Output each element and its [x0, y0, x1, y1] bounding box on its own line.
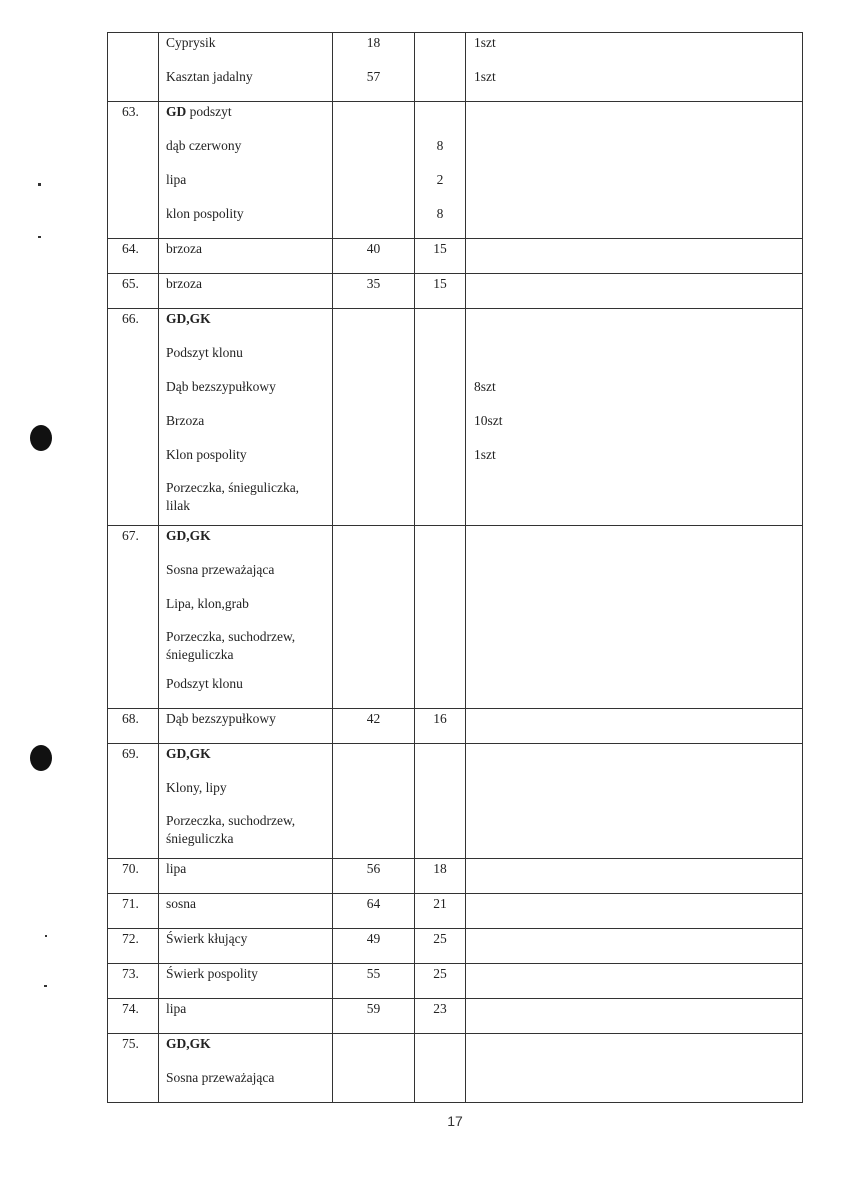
- species-cell: [159, 859, 333, 894]
- measure-value: 2: [436, 172, 444, 187]
- measure-value: [333, 136, 414, 170]
- measure-value: [415, 67, 465, 101]
- note-value: [474, 136, 802, 170]
- note-value: [474, 204, 802, 238]
- circumference-cell: [333, 894, 415, 929]
- notes-cell: [466, 999, 803, 1034]
- note-value: [474, 999, 802, 1033]
- height-cell: [415, 964, 466, 999]
- measure-value: 25: [433, 966, 447, 981]
- measure-value: [415, 102, 465, 136]
- note-value: [474, 778, 802, 812]
- circumference-cell: [333, 102, 415, 239]
- table-row: [108, 309, 803, 526]
- table-row: [108, 1034, 803, 1103]
- measure-value: [333, 812, 414, 822]
- species-cell: [159, 709, 333, 744]
- notes-cell: [466, 309, 803, 526]
- row-number-cell: [108, 526, 159, 709]
- measure-value: 55: [366, 966, 381, 981]
- note-value: [474, 526, 802, 560]
- species-cell: [159, 1034, 333, 1103]
- circumference-cell: [333, 274, 415, 309]
- measure-value: [333, 526, 414, 560]
- note-value: [474, 102, 802, 136]
- species-cell: [159, 309, 333, 526]
- measure-value: [333, 628, 414, 638]
- species-name: Podszyt klonu: [166, 676, 243, 691]
- measure-value: 15: [433, 276, 447, 291]
- measure-value: [415, 560, 465, 594]
- note-value: 10szt: [474, 413, 503, 428]
- row-number-cell: [108, 964, 159, 999]
- species-name: brzoza: [166, 276, 202, 291]
- note-value: [474, 560, 802, 594]
- measure-value: 8: [436, 206, 444, 221]
- circumference-cell: [333, 859, 415, 894]
- circumference-cell: [333, 239, 415, 274]
- circumference-cell: [333, 33, 415, 102]
- table-row: [108, 999, 803, 1034]
- species-name: brzoza: [166, 241, 202, 256]
- row-number-cell: [108, 894, 159, 929]
- species-name: Cyprysik: [166, 35, 216, 50]
- row-number-cell: [108, 239, 159, 274]
- circumference-cell: [333, 929, 415, 964]
- row-number-cell: [108, 33, 159, 102]
- table-row: [108, 526, 803, 709]
- height-cell: [415, 859, 466, 894]
- notes-cell: [466, 33, 803, 102]
- scan-speck: [45, 935, 47, 937]
- measure-value: [333, 204, 414, 238]
- measure-value: [415, 526, 465, 560]
- measure-value: 25: [433, 931, 447, 946]
- table-row: [108, 33, 803, 102]
- row-number: 73.: [122, 966, 139, 981]
- species-cell: [159, 526, 333, 709]
- notes-cell: [466, 1034, 803, 1103]
- height-cell: [415, 1034, 466, 1103]
- measure-value: [333, 638, 414, 672]
- row-number: 74.: [122, 1001, 139, 1016]
- species-name: Porzeczka, suchodrzew, śnieguliczka: [166, 813, 296, 846]
- species-cell: [159, 744, 333, 859]
- circumference-cell: [333, 526, 415, 709]
- punch-hole: [30, 425, 52, 451]
- species-name: Brzoza: [166, 413, 205, 428]
- note-value: [474, 628, 802, 638]
- table-body: [108, 33, 803, 1103]
- row-number-cell: [108, 999, 159, 1034]
- row-number-cell: [108, 744, 159, 859]
- measure-value: [333, 1034, 414, 1068]
- table-row: [108, 709, 803, 744]
- species-cell: [159, 33, 333, 102]
- punch-hole: [30, 745, 52, 771]
- table-row: [108, 102, 803, 239]
- note-value: [474, 479, 802, 489]
- measure-value: [415, 638, 465, 672]
- measure-value: [333, 479, 414, 489]
- scan-speck: [38, 236, 41, 238]
- measure-value: 8: [436, 138, 444, 153]
- species-name: Dąb bezszypułkowy: [166, 711, 276, 726]
- table-row: [108, 239, 803, 274]
- notes-cell: [466, 239, 803, 274]
- note-value: [474, 343, 802, 377]
- height-cell: [415, 239, 466, 274]
- notes-cell: [466, 964, 803, 999]
- measure-value: [415, 778, 465, 812]
- species-name: lipa: [166, 1001, 187, 1016]
- scan-speck: [38, 183, 41, 186]
- species-name: GD podszyt: [166, 104, 232, 119]
- table-row: [108, 964, 803, 999]
- measure-value: [333, 343, 414, 377]
- note-value: [474, 170, 802, 204]
- row-number-cell: [108, 102, 159, 239]
- species-name: Świerk pospolity: [166, 966, 258, 981]
- height-cell: [415, 274, 466, 309]
- height-cell: [415, 526, 466, 709]
- measure-value: [333, 1068, 414, 1102]
- measure-value: 56: [366, 861, 381, 876]
- row-number: 72.: [122, 931, 139, 946]
- species-name: Podszyt klonu: [166, 345, 243, 360]
- measure-value: 59: [366, 1001, 381, 1016]
- species-cell: [159, 929, 333, 964]
- measure-value: [333, 377, 414, 411]
- table-row: [108, 929, 803, 964]
- species-name: Kasztan jadalny: [166, 69, 253, 84]
- species-cell: [159, 999, 333, 1034]
- row-number: 75.: [122, 1036, 139, 1051]
- measure-value: 18: [366, 35, 381, 50]
- species-name: lipa: [166, 861, 187, 876]
- measure-value: [333, 411, 414, 445]
- note-value: [474, 812, 802, 822]
- row-number: 71.: [122, 896, 139, 911]
- note-value: [474, 274, 802, 308]
- species-name: klon pospolity: [166, 206, 244, 221]
- species-cell: [159, 964, 333, 999]
- row-number: [122, 33, 158, 67]
- note-value: [474, 594, 802, 628]
- notes-cell: [466, 709, 803, 744]
- species-cell: [159, 894, 333, 929]
- measure-value: [415, 744, 465, 778]
- page-number: 17: [447, 1113, 463, 1129]
- measure-value: 57: [366, 69, 381, 84]
- species-name: Lipa, klon,grab: [166, 596, 249, 611]
- table-row: [108, 894, 803, 929]
- row-number-cell: [108, 859, 159, 894]
- species-name: Świerk kłujący: [166, 931, 248, 946]
- measure-value: [333, 309, 414, 343]
- height-cell: [415, 709, 466, 744]
- species-cell: [159, 239, 333, 274]
- species-name: GD,GK: [166, 746, 211, 761]
- measure-value: [333, 445, 414, 479]
- species-name: Porzeczka, suchodrzew, śnieguliczka: [166, 629, 296, 662]
- note-value: [474, 859, 802, 893]
- measure-value: [333, 778, 414, 812]
- note-value: [474, 239, 802, 273]
- measure-value: 35: [366, 276, 381, 291]
- measure-value: 16: [433, 711, 447, 726]
- measure-value: [415, 411, 465, 445]
- note-value: [474, 309, 802, 343]
- height-cell: [415, 33, 466, 102]
- note-value: [474, 1068, 802, 1102]
- tree-inventory-table: [107, 32, 803, 1103]
- measure-value: [415, 377, 465, 411]
- note-value: [474, 709, 802, 743]
- species-name: Sosna przeważająca: [166, 1070, 275, 1085]
- row-number: 66.: [122, 311, 139, 326]
- note-value: 8szt: [474, 379, 496, 394]
- notes-cell: [466, 102, 803, 239]
- measure-value: [415, 479, 465, 489]
- measure-value: [333, 594, 414, 628]
- height-cell: [415, 999, 466, 1034]
- row-number: 69.: [122, 746, 139, 761]
- notes-cell: [466, 859, 803, 894]
- height-cell: [415, 894, 466, 929]
- note-value: 1szt: [474, 35, 496, 50]
- group-code: GD: [166, 104, 187, 119]
- species-name: Porzeczka, śnieguliczka, lilak: [166, 480, 300, 513]
- circumference-cell: [333, 309, 415, 526]
- circumference-cell: [333, 964, 415, 999]
- note-value: [474, 929, 802, 963]
- species-name: GD,GK: [166, 528, 211, 543]
- species-cell: [159, 274, 333, 309]
- note-value: [474, 638, 802, 672]
- row-number: 67.: [122, 528, 139, 543]
- species-name: dąb czerwony: [166, 138, 242, 153]
- measure-value: 18: [433, 861, 447, 876]
- table-row: [108, 744, 803, 859]
- circumference-cell: [333, 1034, 415, 1103]
- row-number-cell: [108, 709, 159, 744]
- measure-value: [415, 594, 465, 628]
- measure-value: [415, 33, 465, 67]
- measure-value: 64: [366, 896, 381, 911]
- species-name: Dąb bezszypułkowy: [166, 379, 276, 394]
- measure-value: 23: [433, 1001, 447, 1016]
- measure-value: [415, 628, 465, 638]
- notes-cell: [466, 526, 803, 709]
- circumference-cell: [333, 744, 415, 859]
- row-number-cell: [108, 929, 159, 964]
- row-number-cell: [108, 274, 159, 309]
- row-number: 64.: [122, 241, 139, 256]
- measure-value: [333, 170, 414, 204]
- species-name: GD,GK: [166, 311, 211, 326]
- height-cell: [415, 744, 466, 859]
- measure-value: [415, 1068, 465, 1102]
- measure-value: [333, 744, 414, 778]
- species-name: Klon pospolity: [166, 447, 247, 462]
- height-cell: [415, 102, 466, 239]
- notes-cell: [466, 894, 803, 929]
- row-number-cell: [108, 1034, 159, 1103]
- measure-value: 42: [366, 711, 381, 726]
- species-name: Klony, lipy: [166, 780, 227, 795]
- measure-value: 15: [433, 241, 447, 256]
- row-number: 70.: [122, 861, 139, 876]
- scan-speck: [44, 985, 47, 987]
- species-name: lipa: [166, 172, 187, 187]
- circumference-cell: [333, 999, 415, 1034]
- measure-value: [415, 445, 465, 479]
- species-cell: [159, 102, 333, 239]
- note-value: [474, 964, 802, 998]
- measure-value: [415, 343, 465, 377]
- circumference-cell: [333, 709, 415, 744]
- row-number: 63.: [122, 104, 139, 119]
- note-value: [474, 744, 802, 778]
- table-row: [108, 859, 803, 894]
- measure-value: [415, 309, 465, 343]
- species-name: Sosna przeważająca: [166, 562, 275, 577]
- note-value: 1szt: [474, 447, 496, 462]
- notes-cell: [466, 929, 803, 964]
- species-name: sosna: [166, 896, 196, 911]
- note-value: [474, 894, 802, 928]
- species-name: GD,GK: [166, 1036, 211, 1051]
- notes-cell: [466, 744, 803, 859]
- measure-value: [333, 560, 414, 594]
- row-number: 68.: [122, 711, 139, 726]
- row-number: 65.: [122, 276, 139, 291]
- note-value: [474, 1034, 802, 1068]
- measure-value: [415, 812, 465, 822]
- measure-value: 40: [366, 241, 381, 256]
- row-number-cell: [108, 309, 159, 526]
- measure-value: [333, 102, 414, 136]
- measure-value: [415, 1034, 465, 1068]
- measure-value: 49: [366, 931, 381, 946]
- table-row: [108, 274, 803, 309]
- height-cell: [415, 929, 466, 964]
- note-value: 1szt: [474, 69, 496, 84]
- measure-value: 21: [433, 896, 447, 911]
- notes-cell: [466, 274, 803, 309]
- height-cell: [415, 309, 466, 526]
